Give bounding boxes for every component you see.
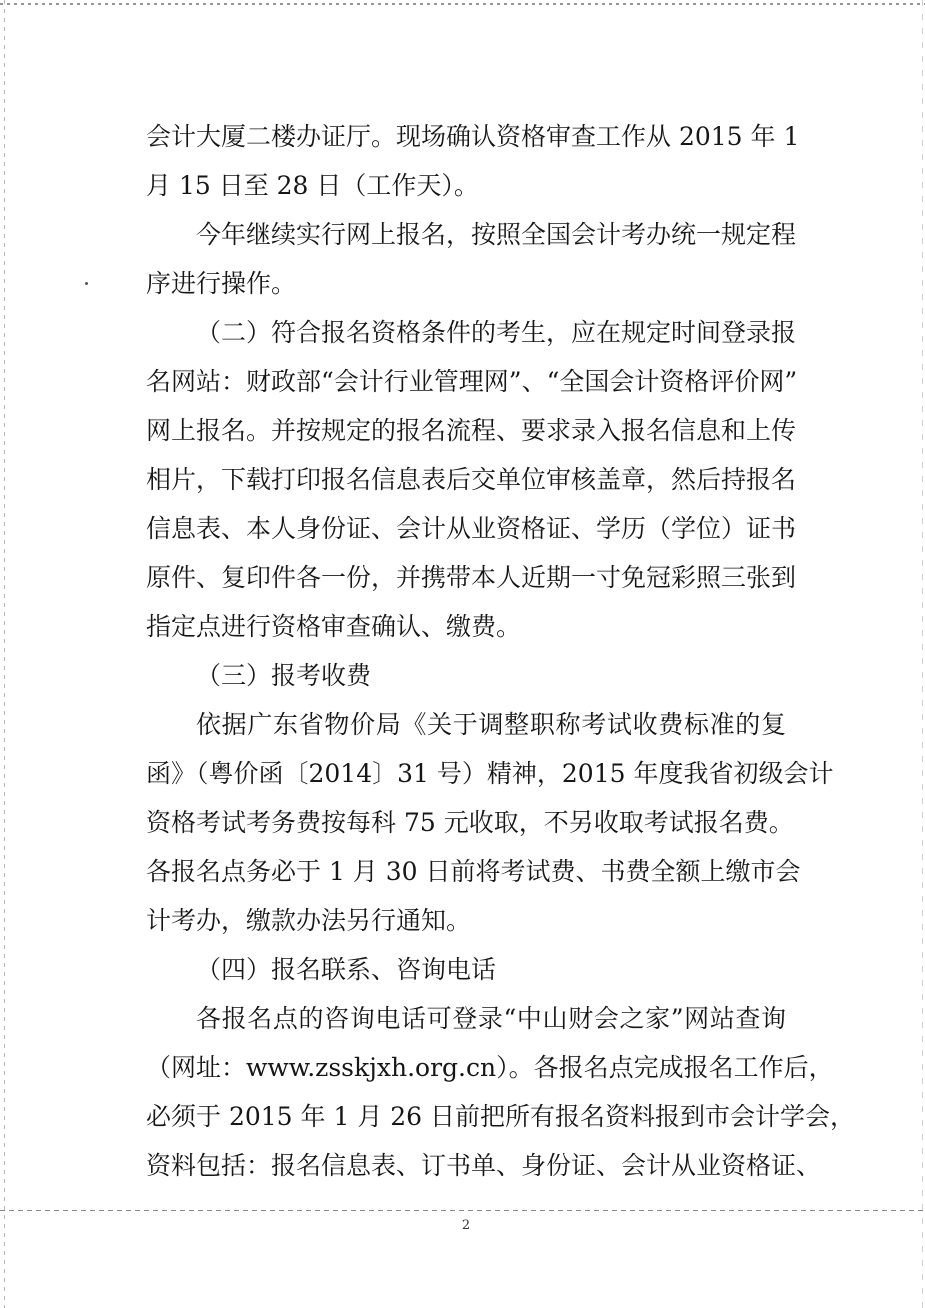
- text-line: 依据广东省物价局《关于调整职称考试收费标准的复: [196, 710, 786, 739]
- text-line: 必须于 2015 年 1 月 26 日前把所有报名资料报到市会计学会，: [146, 1102, 856, 1131]
- page-number: 2: [461, 1218, 471, 1233]
- text-line: 各报名点务必于 1 月 30 日前将考试费、书费全额上缴市会: [146, 857, 801, 886]
- text-line: 今年继续实行网上报名，按照全国会计考办统一规定程: [196, 220, 797, 249]
- text-line: 网上报名。并按规定的报名流程、要求录入报名信息和上传: [146, 416, 797, 445]
- scan-speck: [85, 282, 88, 285]
- text-line: 指定点进行资格审查确认、缴费。: [146, 612, 522, 641]
- text-line: 会计大厦二楼办证厅。现场确认资格审查工作从 2015 年 1: [146, 122, 800, 151]
- text-line: 资格考试考务费按每科 75 元收取，不另收取考试报名费。: [146, 808, 794, 837]
- text-line: 各报名点的咨询电话可登录“中山财会之家”网站查询: [196, 1004, 786, 1033]
- text-line: （网址：www.zsskjxh.org.cn）。各报名点完成报名工作后，: [146, 1053, 834, 1082]
- text-line: 资料包括：报名信息表、订书单、身份证、会计从业资格证、: [146, 1151, 822, 1180]
- scan-edge-right: [922, 0, 923, 1308]
- text-line: 序进行操作。: [146, 269, 297, 298]
- text-line: 相片，下载打印报名信息表后交单位审核盖章，然后持报名: [146, 465, 797, 494]
- text-line: 名网站：财政部“会计行业管理网”、“全国会计资格评价网”: [146, 367, 798, 396]
- text-line: 信息表、本人身份证、会计从业资格证、学历（学位）证书: [146, 514, 797, 543]
- body-text: [146, 112, 856, 1190]
- text-line: 月 15 日至 28 日（工作天）。: [146, 171, 479, 200]
- footer-rule: [0, 1210, 925, 1211]
- scan-edge-left: [4, 0, 5, 1308]
- section-heading: （四）报名联系、咨询电话: [196, 955, 497, 984]
- text-line: 函》（粤价函〔2014〕31 号）精神，2015 年度我省初级会计: [146, 759, 834, 788]
- text-line: 计考办，缴款办法另行通知。: [146, 906, 472, 935]
- section-heading: （三）报考收费: [196, 661, 372, 690]
- text-line: （二）符合报名资格条件的考生，应在规定时间登录报: [196, 318, 797, 347]
- text-line: 原件、复印件各一份，并携带本人近期一寸免冠彩照三张到: [146, 563, 797, 592]
- scan-edge-top: [0, 3, 925, 5]
